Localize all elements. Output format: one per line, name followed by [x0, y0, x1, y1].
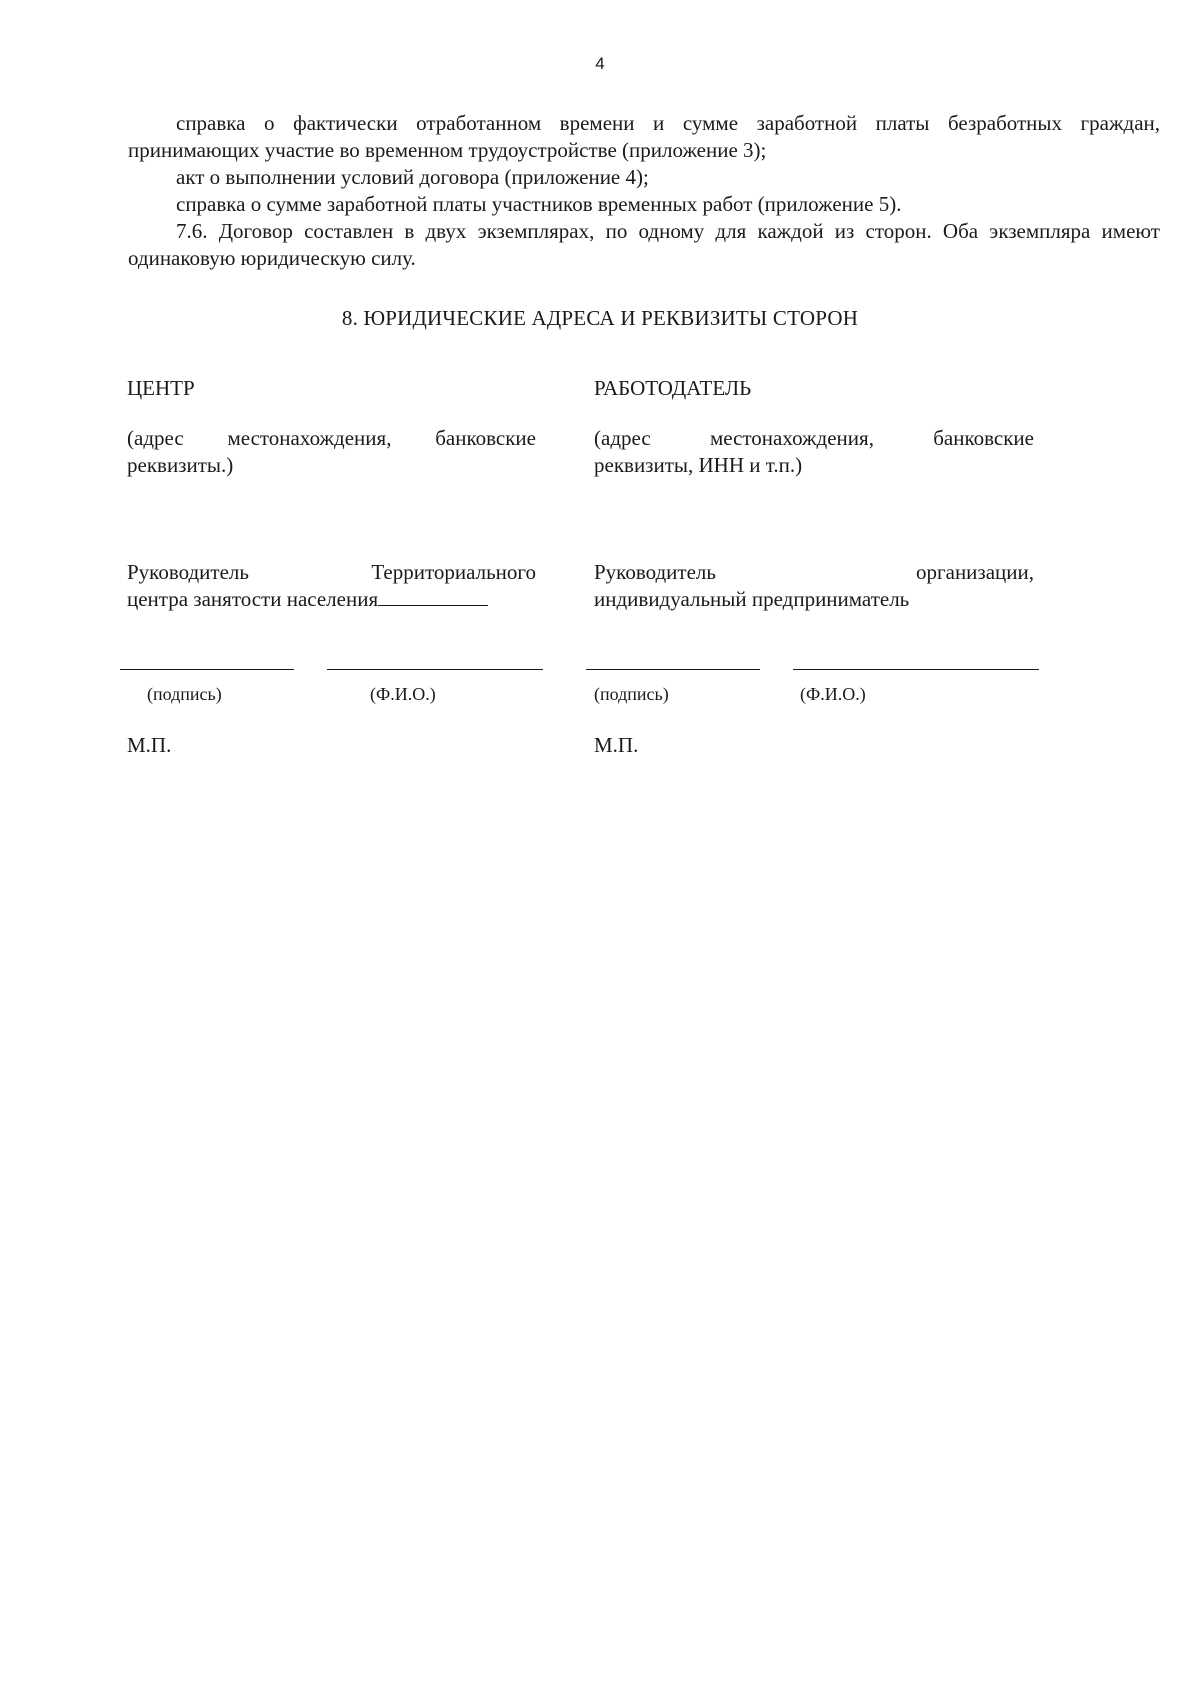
right-stamp-label: М.П. — [594, 733, 639, 757]
left-details-line2: реквизиты.) — [127, 453, 234, 477]
section-title: 8. ЮРИДИЧЕСКИЕ АДРЕСА И РЕКВИЗИТЫ СТОРОН — [341, 306, 859, 330]
left-signature-line — [120, 669, 294, 670]
paragraph-copies-clause: 7.6. Договор составлен в двух экземплярах, по одному для каждой из сторон. Оба экземпляра имеют одинаковую юридическую силу. — [128, 219, 1160, 270]
right-signatory-line1: Руководитель организации, — [594, 560, 1034, 584]
left-name-caption: (Ф.И.О.) — [370, 684, 436, 704]
left-signatory-blank-line — [378, 587, 488, 606]
left-party-details — [127, 425, 536, 479]
paragraph-certificate-hours: справка о фактически отработанном времени и сумме заработной платы безработных граждан, принимающих участие во временном трудоустройстве (приложение 3); — [128, 111, 1160, 162]
left-name-line — [327, 669, 543, 670]
paragraph-certificate-wages: справка о сумме заработной платы участников временных работ (приложение 5). — [176, 192, 902, 216]
right-signatory — [594, 559, 1034, 613]
left-signatory-line2: центра занятости населения — [127, 587, 379, 611]
left-party-name: ЦЕНТР — [127, 376, 195, 400]
right-details-line1: (адрес местонахождения, банковские — [594, 426, 1034, 450]
left-signatory — [127, 559, 536, 613]
paragraph-act-completion: акт о выполнении условий договора (приложение 4); — [176, 165, 649, 189]
right-party-name: РАБОТОДАТЕЛЬ — [594, 376, 752, 400]
page-number: 4 — [595, 54, 605, 73]
left-stamp-label: М.П. — [127, 733, 172, 757]
left-signatory-line1: Руководитель Территориального — [127, 560, 536, 584]
right-details-line2: реквизиты, ИНН и т.п.) — [594, 453, 803, 477]
right-signatory-line2: индивидуальный предприниматель — [594, 587, 910, 611]
left-signature-caption: (подпись) — [147, 684, 222, 704]
right-name-caption: (Ф.И.О.) — [800, 684, 866, 704]
right-name-line — [793, 669, 1039, 670]
body-text — [128, 110, 1160, 272]
right-signature-caption: (подпись) — [594, 684, 669, 704]
left-details-line1: (адрес местонахождения, банковские — [127, 426, 536, 450]
right-party-details — [594, 425, 1034, 479]
right-signature-line — [586, 669, 760, 670]
